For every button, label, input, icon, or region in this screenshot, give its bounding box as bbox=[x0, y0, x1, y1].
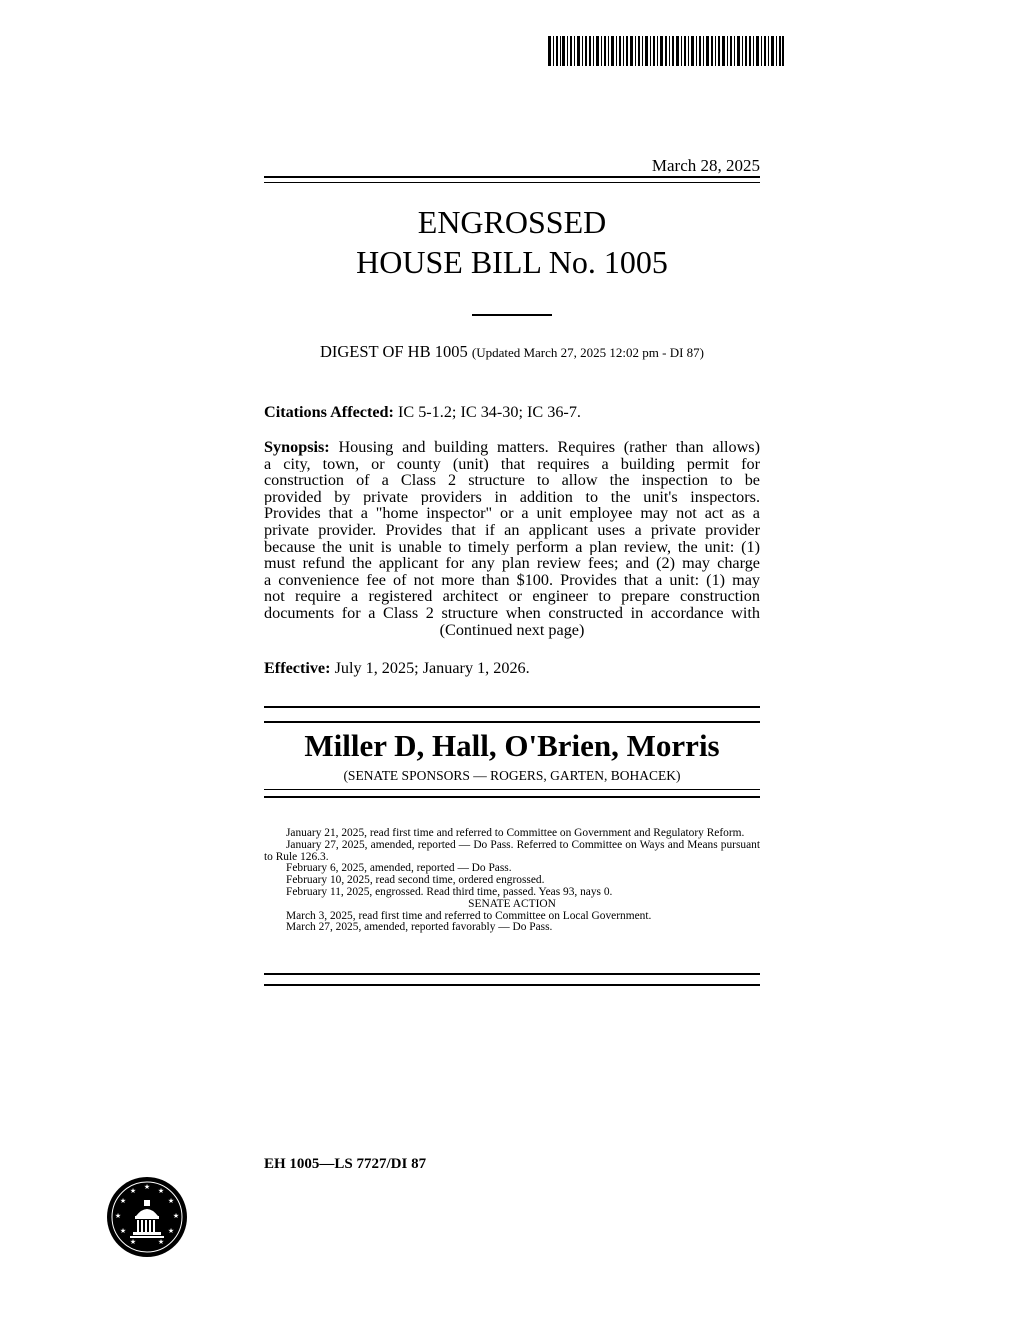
svg-text:★: ★ bbox=[157, 1187, 165, 1195]
barcode-icon bbox=[548, 36, 784, 66]
history-rule-1 bbox=[264, 973, 760, 975]
history-entry: February 10, 2025, read second time, ordered engrossed. bbox=[286, 874, 545, 887]
synopsis-line: must refund the applicant for any plan review fees; and (2) may charge bbox=[264, 555, 760, 572]
svg-text:★: ★ bbox=[114, 1212, 122, 1220]
bill-title-line1: ENGROSSED bbox=[417, 204, 607, 240]
svg-text:★: ★ bbox=[167, 1197, 175, 1205]
senate-action-heading: SENATE ACTION bbox=[468, 897, 556, 910]
synopsis-line: documents for a Class 2 structure when constructed in accordance with bbox=[264, 604, 760, 622]
synopsis-line: Synopsis: Housing and building matters. Requires (rather than allows) bbox=[264, 439, 760, 456]
senate-sponsors: (SENATE SPONSORS — ROGERS, GARTEN, BOHACEK) bbox=[343, 768, 681, 783]
bill-date: March 28, 2025 bbox=[651, 156, 760, 175]
header-rule-thin bbox=[264, 182, 760, 183]
bill-title-line2: HOUSE BILL No. 1005 bbox=[356, 244, 668, 280]
house-sponsors: Miller D, Hall, O'Brien, Morris bbox=[304, 728, 720, 763]
history-entry: March 27, 2025, amended, reported favorably — Do Pass. bbox=[286, 921, 553, 934]
synopsis-line: a city, town, or county (unit) that requires a building permit for bbox=[264, 455, 760, 473]
legislative-history bbox=[264, 828, 760, 934]
svg-text:★: ★ bbox=[119, 1197, 127, 1205]
citations-value: IC 5-1.2; IC 34-30; IC 36-7. bbox=[397, 403, 581, 421]
digest-updated: (Updated March 27, 2025 12:02 pm - DI 87) bbox=[471, 345, 705, 360]
synopsis-continued: (Continued next page) bbox=[439, 620, 585, 639]
citations-affected bbox=[264, 404, 760, 421]
synopsis-line: because the unit is unable to timely perform a plan review, the unit: (1) bbox=[264, 538, 760, 556]
bill-footer-code: EH 1005—LS 7727/DI 87 bbox=[264, 1156, 427, 1172]
effective-value: July 1, 2025; January 1, 2026. bbox=[334, 659, 530, 677]
header-rule-thick bbox=[264, 176, 760, 178]
synopsis-line: provided by private providers in addition to the unit's inspectors. bbox=[264, 488, 760, 506]
synopsis-line: not require a registered architect or engineer to prepare construction bbox=[264, 588, 760, 605]
synopsis-line: construction of a Class 2 structure to allow the inspection to be bbox=[264, 472, 760, 489]
svg-text:★: ★ bbox=[143, 1183, 151, 1191]
effective-label: Effective: bbox=[264, 659, 331, 677]
synopsis-label: Synopsis: bbox=[264, 439, 330, 456]
synopsis-line: a convenience fee of not more than $100. Provides that a unit: (1) may bbox=[264, 571, 760, 589]
svg-text:★: ★ bbox=[157, 1238, 165, 1246]
svg-text:★: ★ bbox=[129, 1187, 137, 1195]
sponsor-rule-top-1 bbox=[264, 706, 760, 708]
svg-text:★: ★ bbox=[172, 1212, 180, 1220]
sponsor-rule-top-2 bbox=[264, 721, 760, 723]
svg-text:★: ★ bbox=[129, 1238, 137, 1246]
citations-label: Citations Affected: bbox=[264, 403, 394, 421]
history-entry: March 3, 2025, read first time and referred to Committee on Local Government. bbox=[286, 909, 652, 922]
svg-text:★: ★ bbox=[119, 1227, 127, 1235]
history-entry: February 11, 2025, engrossed. Read third time, passed. Yeas 93, nays 0. bbox=[286, 885, 613, 898]
synopsis-line: Provides that a "home inspector" or a unit employee may not act as a bbox=[264, 505, 760, 522]
title-divider bbox=[472, 314, 552, 316]
synopsis bbox=[264, 439, 760, 638]
synopsis-line: private provider. Provides that if an applicant uses a private provider bbox=[264, 521, 760, 539]
history-entry: January 27, 2025, amended, reported — Do Pass. Referred to Committee on Ways and Means pursuant to Rule 126.3. bbox=[264, 838, 760, 863]
sponsor-rule-bottom-1 bbox=[264, 789, 760, 790]
digest-heading bbox=[264, 342, 760, 362]
svg-text:★: ★ bbox=[167, 1227, 175, 1235]
effective-date bbox=[264, 660, 760, 677]
history-entry: February 6, 2025, amended, reported — Do Pass. bbox=[286, 862, 512, 875]
history-rule-2 bbox=[264, 984, 760, 986]
bill-title bbox=[264, 202, 760, 282]
sponsor-rule-bottom-2 bbox=[264, 796, 760, 798]
digest-label: DIGEST OF HB 1005 bbox=[319, 342, 468, 361]
history-entry: January 21, 2025, read first time and referred to Committee on Government and Regulatory Reform. bbox=[286, 827, 745, 839]
state-seal-icon bbox=[106, 1176, 188, 1258]
